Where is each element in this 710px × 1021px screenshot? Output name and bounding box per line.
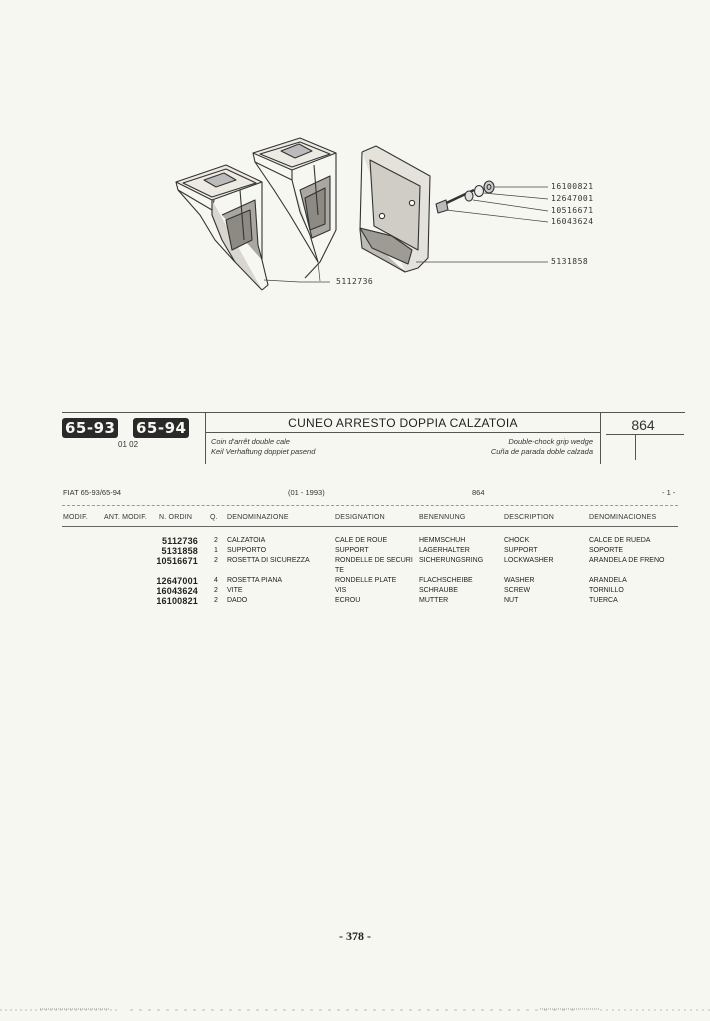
part-number: 16100821 (156, 596, 198, 606)
col-q: Q. (210, 514, 218, 521)
callout-lockwasher: 10516671 (551, 206, 594, 215)
callout-nut: 16100821 (551, 182, 594, 191)
part-name-en: NUT (504, 597, 519, 604)
table-row (0, 556, 710, 566)
part-name-de: SCHRAUBE (419, 587, 458, 594)
header-page-divider (635, 434, 636, 460)
part-qty: 4 (214, 577, 218, 584)
part-name-es: ARANDELA (589, 577, 627, 584)
part-name-es: SOPORTE (589, 547, 624, 554)
part-number: 5112736 (162, 536, 198, 546)
table-row (0, 586, 710, 596)
table-row (0, 546, 710, 556)
part-name-de: MUTTER (419, 597, 449, 604)
callout-support: 5131858 (551, 257, 589, 266)
part-name-fr: RONDELLE PLATE (335, 577, 397, 584)
part-name-de: HEMMSCHUH (419, 537, 466, 544)
part-name-de: FLACHSCHEIBE (419, 577, 473, 584)
page-title: CUNEO ARRESTO DOPPIA CALZATOIA (288, 416, 518, 430)
part-number: 16043624 (156, 586, 198, 596)
col-n-ordin: N. ORDIN (159, 514, 193, 521)
col-description: DESCRIPTION (504, 514, 555, 521)
part-name-en: WASHER (504, 577, 535, 584)
table-row (0, 596, 710, 606)
part-name-en: CHOCK (504, 537, 530, 544)
part-name-fr: VIS (335, 587, 347, 594)
part-name-es: ARANDELA DE FRENO (589, 557, 665, 564)
part-number: 12647001 (156, 576, 198, 586)
part-name-it: ROSETTA DI SICUREZZA (227, 557, 310, 564)
callout-chock: 5112736 (336, 277, 374, 286)
part-name-it: ROSETTA PIANA (227, 577, 283, 584)
header-title-rule (205, 432, 601, 433)
part-qty: 2 (214, 557, 218, 564)
col-ant-modif: ANT. MODIF. (104, 514, 148, 521)
meta-group: 864 (472, 488, 485, 497)
part-name-it: CALZATOIA (227, 537, 266, 544)
group-number: 864 (631, 417, 655, 433)
edition-code: 01 02 (118, 440, 139, 449)
support-bracket-illustration (360, 146, 430, 272)
header-divider-right (600, 412, 601, 464)
col-benennung: BENENNUNG (419, 514, 466, 521)
table-row-continuation (0, 566, 710, 576)
part-name-de: LAGERHALTER (419, 547, 470, 554)
part-name-en: SUPPORT (504, 547, 538, 554)
part-qty: 2 (214, 537, 218, 544)
subtitle-english: Double-chock grip wedge (508, 437, 593, 446)
part-name-fr: RONDELLE DE SECURI (335, 557, 413, 564)
chock-right-illustration (253, 138, 336, 278)
model-badge-6593: 65-93 (62, 418, 118, 438)
subtitle-spanish: Cuña de parada doble calzada (490, 447, 593, 456)
fastener-set-illustration (436, 181, 494, 213)
part-name-de: SICHERUNGSRING (419, 557, 484, 564)
col-denominaciones: DENOMINACIONES (589, 514, 657, 521)
meta-date: (01 - 1993) (288, 488, 325, 497)
model-badge-6594: 65-94 (133, 418, 189, 438)
part-name-en: LOCKWASHER (504, 557, 554, 564)
part-name-fr: ECROU (335, 597, 361, 604)
callout-screw: 16043624 (551, 217, 594, 226)
part-name-fr: SUPPORT (335, 547, 369, 554)
meta-sheet: - 1 - (662, 488, 676, 497)
part-number: 10516671 (156, 556, 198, 566)
part-qty: 2 (214, 587, 218, 594)
part-name-es: TUERCA (589, 597, 618, 604)
col-denominazione: DENOMINAZIONE (227, 514, 289, 521)
callout-flat-washer: 12647001 (551, 194, 594, 203)
part-qty: 2 (214, 597, 218, 604)
scan-artifact-strip (0, 1008, 710, 1012)
part-name-it: VITE (227, 587, 243, 594)
chock-left-illustration (176, 165, 268, 290)
part-name-it: SUPPORTO (227, 547, 267, 554)
header-page-rule (606, 434, 684, 435)
table-top-rule (62, 505, 678, 506)
header-top-rule (62, 412, 685, 413)
part-name-fr: CALE DE ROUE (335, 537, 388, 544)
col-designation: DESIGNATION (335, 514, 385, 521)
part-name-es: TORNILLO (589, 587, 624, 594)
subtitle-french: Coin d'arrêt double cale (211, 437, 290, 446)
meta-model: FIAT 65-93/65-94 (63, 488, 122, 497)
subtitle-german: Keil Verhaftung doppiet pasend (211, 447, 316, 456)
part-name-en: SCREW (504, 587, 531, 594)
part-number: 5131858 (161, 546, 198, 556)
part-name-it: DADO (227, 597, 248, 604)
page-number: - 378 - (339, 929, 371, 943)
col-modif: MODIF. (63, 514, 88, 521)
table-row (0, 576, 710, 586)
table-row (0, 536, 710, 546)
part-qty: 1 (214, 547, 218, 554)
table-header-rule (62, 526, 678, 527)
exploded-parts-drawing (0, 0, 710, 400)
part-name-fr-continued: TE (335, 567, 344, 574)
part-name-es: CALCE DE RUEDA (589, 537, 651, 544)
